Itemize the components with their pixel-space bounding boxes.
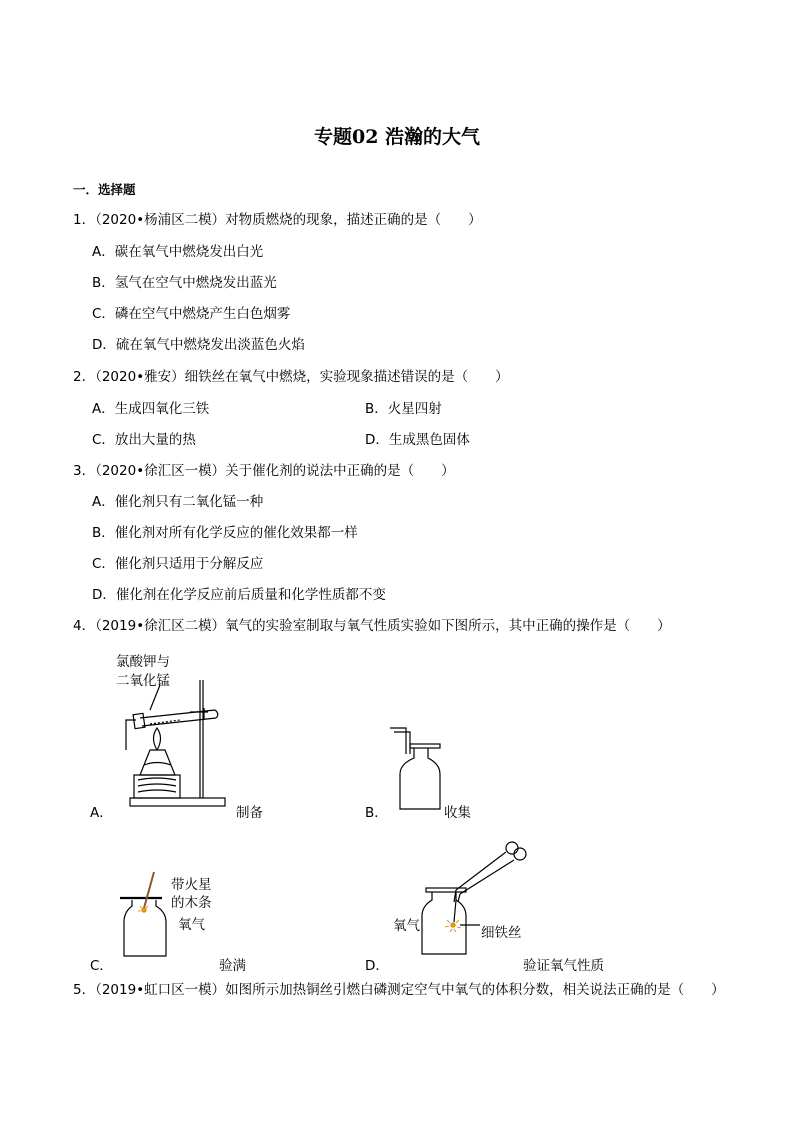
figure-c-label-gas: 氧气 [178, 917, 205, 933]
question-3-stem: 3．（2020•徐汇区一模）关于催化剂的说法中正确的是（ ） [73, 463, 455, 479]
figure-c-label-line-2: 的木条 [171, 895, 212, 911]
figure-d-label-gas: 氧气 [393, 918, 420, 934]
figure-c-caption: 验满 [219, 958, 246, 974]
figure-d-iron-wire-test [420, 830, 535, 960]
figure-a-heating-apparatus [120, 680, 240, 810]
question-3-option-c: C．催化剂只适用于分解反应 [92, 556, 264, 572]
question-1-option-c: C．磷在空气中燃烧产生白色烟雾 [92, 306, 291, 322]
question-2-stem: 2．（2020•雅安）细铁丝在氧气中燃烧，实验现象描述错误的是（ ） [73, 369, 509, 385]
figure-a-reagent-line-1: 氯酸钾与 [116, 654, 170, 670]
question-2-option-d: D．生成黑色固体 [365, 432, 470, 448]
question-4-stem: 4．（2019•徐汇区二模）氧气的实验室制取与氧气性质实验如下图所示，其中正确的操作是（ ） [73, 618, 671, 634]
figure-c-letter: C． [90, 958, 113, 974]
figure-a-caption: 制备 [236, 805, 263, 821]
question-1-option-a: A．碳在氧气中燃烧发出白光 [92, 244, 264, 260]
question-1-option-d: D．硫在氧气中燃烧发出淡蓝色火焰 [92, 337, 305, 353]
question-2-option-c: C．放出大量的热 [92, 432, 196, 448]
question-2-option-b: B．火星四射 [365, 401, 442, 417]
figure-a-letter: A． [90, 805, 113, 821]
question-1-option-b: B．氢气在空气中燃烧发出蓝光 [92, 275, 277, 291]
question-5-stem: 5．（2019•虹口区一模）如图所示加热铜丝引燃白磷测定空气中氧气的体积分数，相关说法正确的是（ ） [73, 982, 725, 998]
figure-d-letter: D． [365, 958, 389, 974]
question-2-option-a: A．生成四氧化三铁 [92, 401, 210, 417]
question-3-option-d: D．催化剂在化学反应前后质量和化学性质都不变 [92, 587, 386, 603]
figure-a-reagent-line-2: 二氧化锰 [116, 673, 170, 689]
figure-d-label-wire: 细铁丝 [481, 925, 522, 941]
question-3-option-b: B．催化剂对所有化学反应的催化效果都一样 [92, 525, 358, 541]
figure-c-splint-test [118, 868, 178, 958]
figure-b-caption: 收集 [444, 805, 471, 821]
page-title: 专题02 浩瀚的大气 [313, 126, 481, 148]
figure-d-caption: 验证氧气性质 [523, 958, 604, 974]
question-1-stem: 1．（2020•杨浦区二模）对物质燃烧的现象，描述正确的是（ ） [73, 212, 482, 228]
figure-b-letter: B． [365, 805, 388, 821]
figure-b-gas-bottle [390, 722, 450, 812]
section-heading: 一．选择题 [73, 182, 136, 197]
question-3-option-a: A．催化剂只有二氧化锰一种 [92, 494, 264, 510]
figure-c-label-line-1: 带火星 [171, 877, 212, 893]
